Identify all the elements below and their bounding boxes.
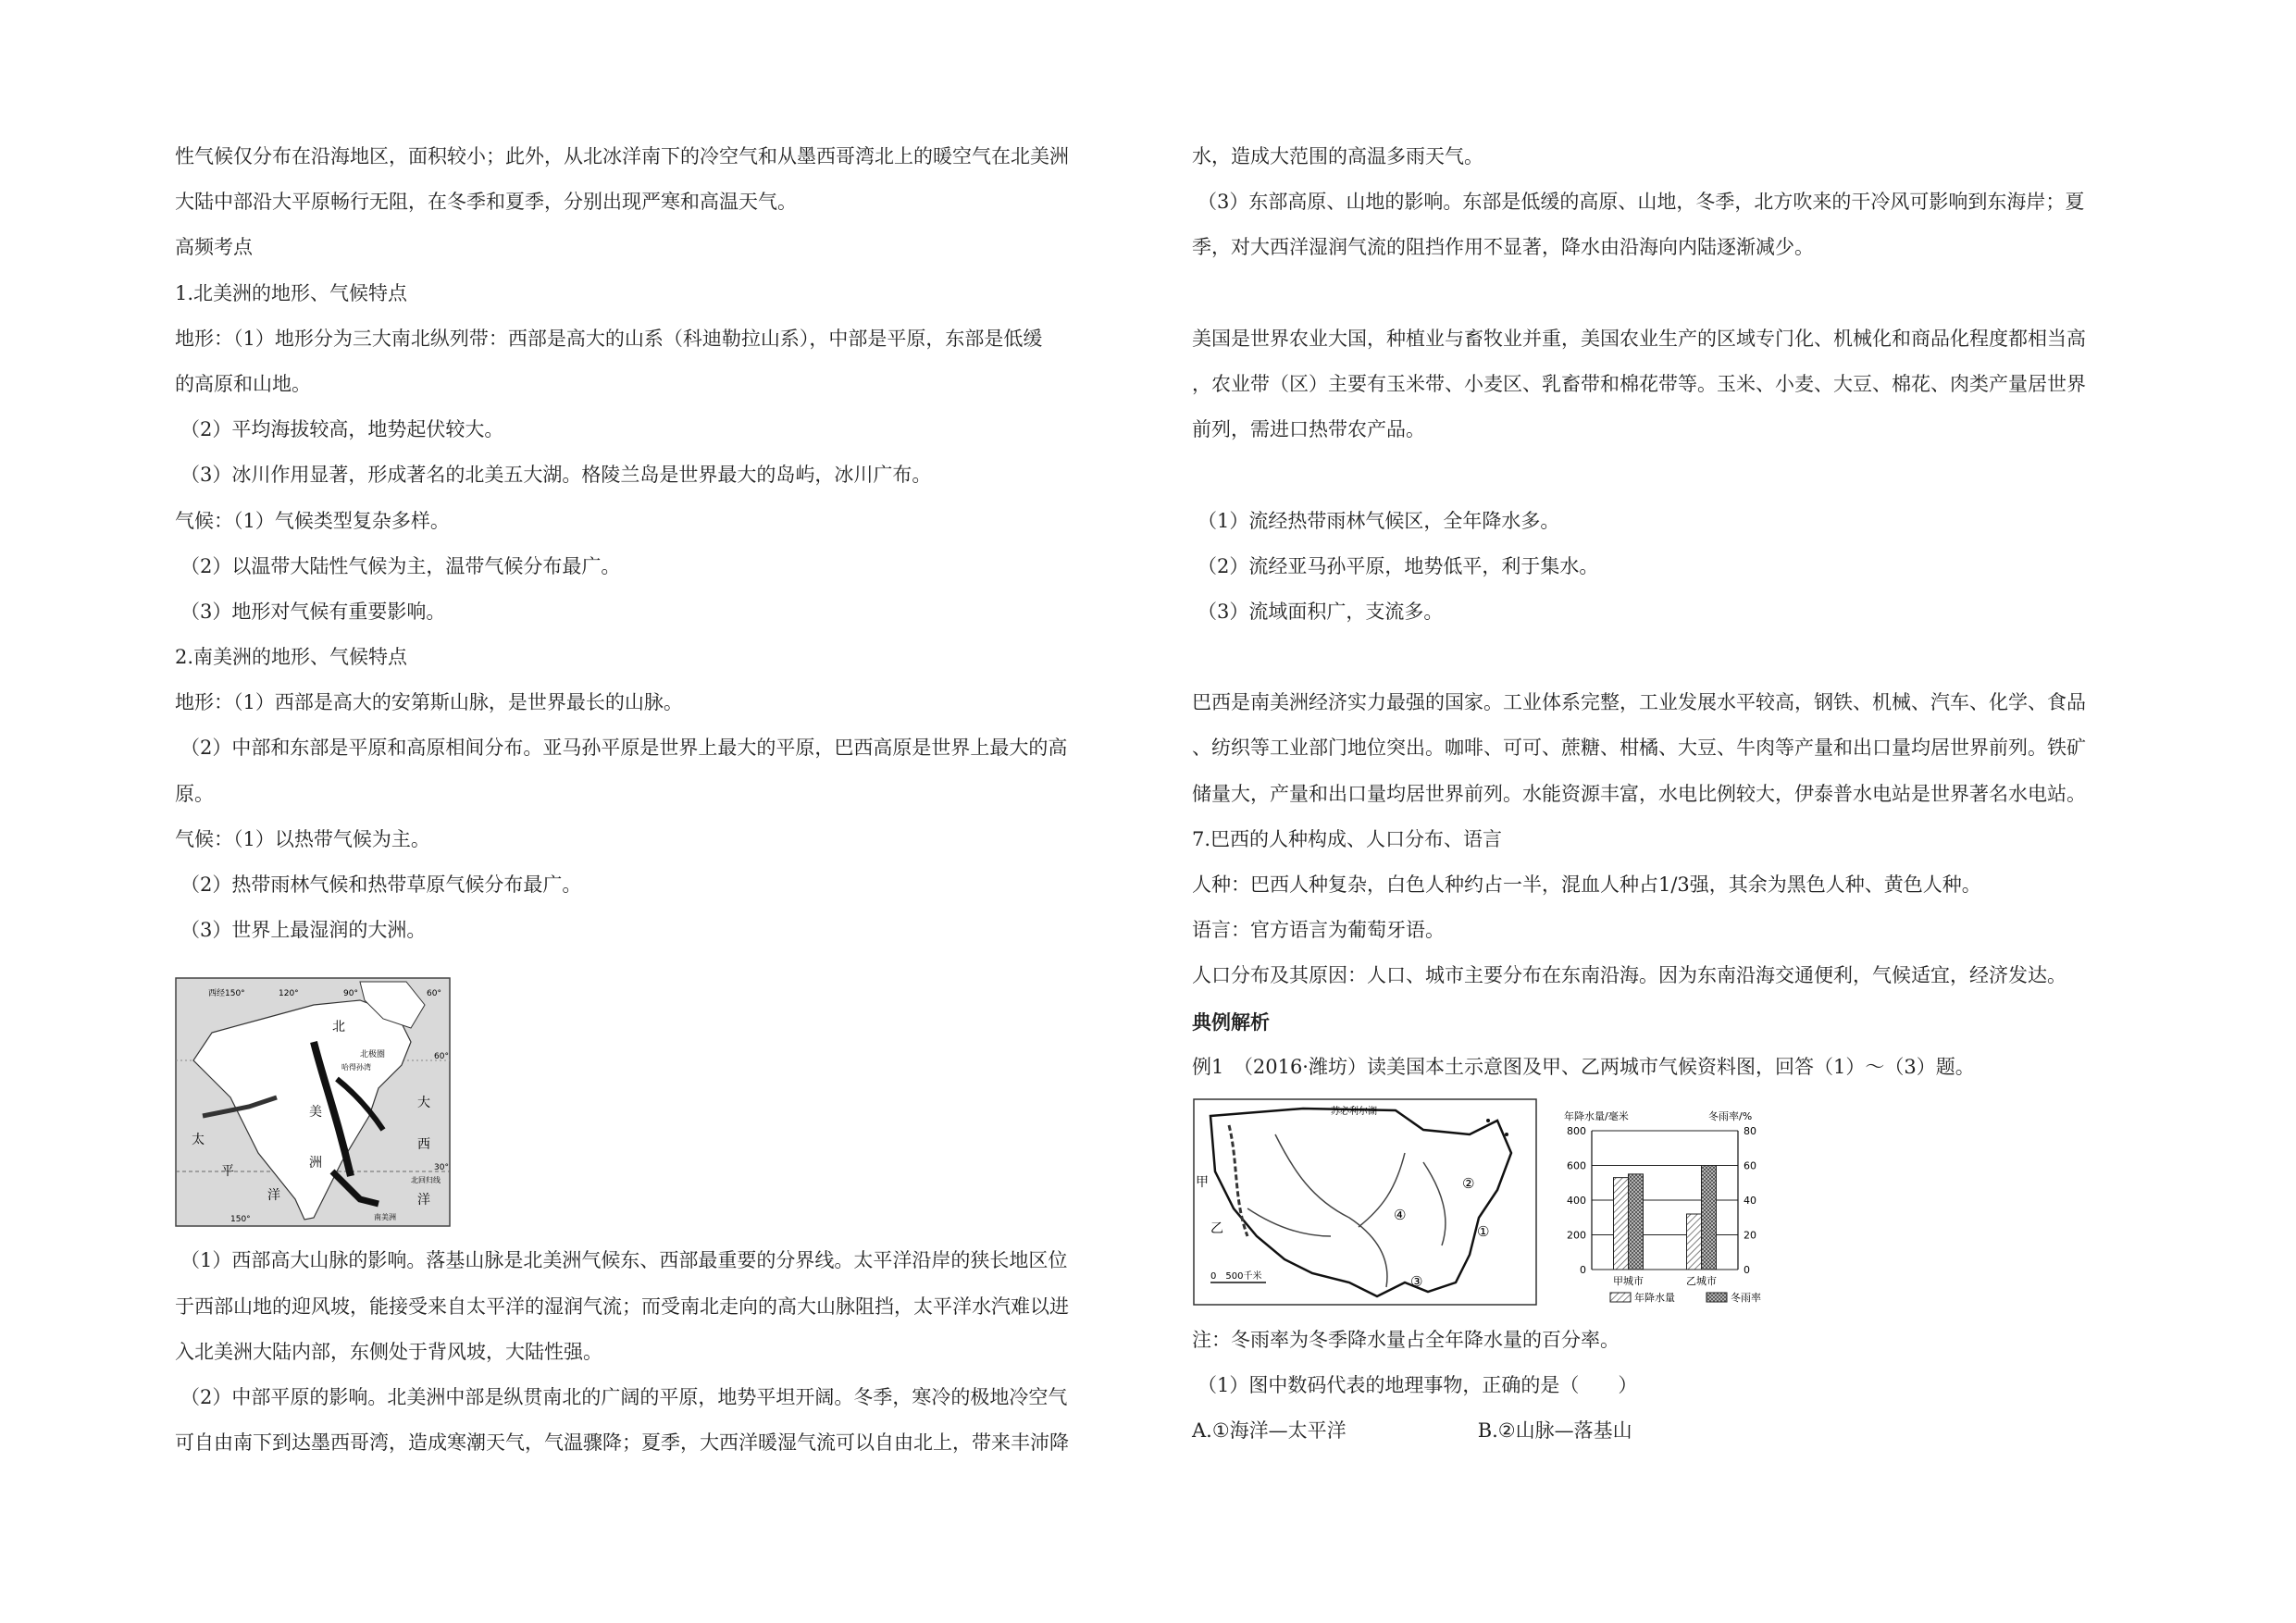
x-tick-label: 甲城市: [1613, 1274, 1644, 1287]
heading-south-america: 2.南美洲的地形、气候特点: [175, 646, 408, 669]
label-n3: ③: [1410, 1272, 1423, 1290]
x-tick-label: 乙城市: [1686, 1274, 1717, 1287]
label-n2: ②: [1462, 1174, 1475, 1192]
map-dot: [1505, 1133, 1508, 1136]
north-america-map: [175, 977, 451, 1227]
label-superior: 苏必利尔湖: [1331, 1106, 1377, 1117]
bar-年降水量: [1614, 1178, 1629, 1270]
text-line: 地形：（1）西部是高大的安第斯山脉，是世界最长的山脉。: [175, 691, 683, 714]
label-lon-120: 120°: [279, 989, 299, 999]
text-line: 气候：（1）气候类型复杂多样。: [175, 509, 450, 532]
y-tick-label: 0: [1580, 1263, 1586, 1276]
text-line: 入北美洲大陆内部，东侧处于背风坡，大陆性强。: [175, 1340, 602, 1363]
y-tick-label-right: 80: [1744, 1124, 1756, 1137]
options: [1192, 1408, 2164, 1454]
text-line: 季，对大西洋湿润气流的阻挡作用不显著，降水由沿海向内陆逐渐减少。: [1192, 236, 1814, 259]
example-figure: [1192, 1097, 2099, 1308]
text-line: （2）流经亚马孙平原，地势低平，利于集水。: [1198, 554, 1599, 577]
text-line: 储量大，产量和出口量均居世界前列。水能资源丰富，水电比例较大，伊泰普水电站是世界著名水电站。: [1192, 782, 2086, 805]
label-scale: 0 500千米: [1210, 1270, 1262, 1282]
label-south-america: 南美洲: [374, 1213, 396, 1222]
text-line: 、纺织等工业部门地位突出。咖啡、可可、蔗糖、柑橘、大豆、牛肉等产量和出口量均居世界前列。铁矿: [1192, 737, 2086, 760]
text-line: 语言：官方语言为葡萄牙语。: [1192, 919, 1445, 942]
y-tick-label-right: 20: [1744, 1229, 1756, 1242]
label-lon-60: 60°: [427, 989, 441, 999]
text-line: 人种：巴西人种复杂，白色人种约占一半，混血人种占1/3强，其余为黑色人种、黄色人种。: [1192, 873, 1981, 896]
label-tai: 太: [192, 1133, 205, 1148]
y-tick-label-right: 60: [1744, 1159, 1756, 1172]
text-line: （1）西部高大山脉的影响。落基山脉是北美洲气候东、西部最重要的分界线。太平洋沿岸的狭长地区位: [180, 1249, 1068, 1272]
note: 注：冬雨率为冬季降水量占全年降水量的百分率。: [1192, 1328, 1620, 1351]
label-lon-90: 90°: [343, 989, 358, 999]
text-line: 性气候仅分布在沿海地区，面积较小；此外，从北冰洋南下的冷空气和从墨西哥湾北上的暖空气在北美洲: [175, 145, 1069, 167]
spacer: [1192, 452, 2164, 498]
text-line: 可自由南下到达墨西哥湾，造成寒潮天气，气温骤降；夏季，大西洋暖湿气流可以自由北上，带来丰沛降: [175, 1431, 1069, 1455]
label-mei: 美: [309, 1105, 322, 1121]
map-dot: [1486, 1119, 1490, 1122]
text-line: （3）地形对气候有重要影响。: [180, 600, 446, 623]
label-da: 大: [417, 1096, 430, 1111]
text-line: （2）中部平原的影响。北美洲中部是纵贯南北的广阔的平原，地势平坦开阔。冬季，寒冷的极地冷空气: [180, 1385, 1068, 1408]
right-column: [1192, 134, 2164, 1455]
text-line: 美国是世界农业大国，种植业与畜牧业并重，美国农业生产的区域专门化、机械化和商品化程度都相当高: [1192, 327, 2086, 350]
label-yang: 洋: [267, 1188, 280, 1204]
example-figure-svg: [1192, 1097, 2099, 1308]
y-tick-label: 800: [1567, 1124, 1586, 1137]
text-line: （2）平均海拔较高，地势起伏较大。: [180, 418, 504, 441]
north-america-map-svg: [175, 977, 451, 1227]
text-line: （3）世界上最湿润的大洲。: [180, 919, 427, 942]
label-north: 北: [332, 1020, 345, 1035]
legend-label: 冬雨率: [1731, 1291, 1761, 1304]
left-column: [175, 134, 1128, 1466]
text-line: （3）流域面积广，支流多。: [1198, 600, 1444, 623]
option-a[interactable]: A.①海洋—太平洋: [1192, 1419, 1347, 1443]
text-line: 气候：（1）以热带气候为主。: [175, 827, 430, 850]
question: （1）图中数码代表的地理事物，正确的是（ ）: [1198, 1374, 1638, 1397]
legend-swatch: [1610, 1293, 1631, 1302]
text-line: 水，造成大范围的高温多雨天气。: [1192, 145, 1483, 167]
label-ping: 平: [221, 1164, 234, 1180]
label-n4: ④: [1394, 1206, 1407, 1223]
y-tick-label: 200: [1567, 1229, 1586, 1242]
bar-冬雨率: [1702, 1165, 1717, 1270]
text-line: 于西部山地的迎风坡，能接受来自太平洋的湿润气流；而受南北走向的高大山脉阻挡，太平洋水汽难以进: [175, 1295, 1069, 1318]
text-line: 的高原和山地。: [175, 372, 311, 395]
usa-map: [1194, 1099, 1536, 1305]
legend-swatch: [1706, 1293, 1727, 1302]
text-line: （2）以温带大陆性气候为主，温带气候分布最广。: [180, 554, 621, 577]
text-line: （2）中部和东部是平原和高原相间分布。亚马孙平原是世界上最大的平原，巴西高原是世界上最大的高: [180, 737, 1068, 760]
label-lat-60: 60°: [434, 1052, 449, 1062]
example-heading: 典例解析: [1192, 1010, 1270, 1034]
legend-label: 年降水量: [1634, 1291, 1675, 1304]
text-line: 巴西是南美洲经济实力最强的国家。工业体系完整，工业发展水平较高，钢铁、机械、汽车、化学、食品: [1192, 691, 2086, 714]
text-line: 人口分布及其原因：人口、城市主要分布在东南沿海。因为东南沿海交通便利，气候适宜，经济发达。: [1192, 964, 2066, 987]
bar-年降水量: [1687, 1214, 1702, 1270]
y-axis-label: 年降水量/毫米: [1564, 1109, 1629, 1122]
text-line: （2）热带雨林气候和热带草原气候分布最广。: [180, 873, 582, 896]
heading-brazil: 7.巴西的人种构成、人口分布、语言: [1192, 827, 1503, 850]
heading-north-america: 1.北美洲的地形、气候特点: [175, 281, 408, 304]
climate-chart: [1564, 1109, 1761, 1304]
label-yi: 乙: [1210, 1220, 1223, 1236]
label-xi: 西: [417, 1137, 430, 1153]
label-lon-150w: 西经150°: [208, 989, 245, 999]
y-tick-label-right: 0: [1744, 1263, 1750, 1276]
label-arctic: 北极圈: [360, 1050, 386, 1060]
bar-冬雨率: [1629, 1174, 1644, 1270]
label-lon-150: 150°: [230, 1215, 251, 1225]
option-b[interactable]: B.②山脉—落基山: [1477, 1419, 1632, 1443]
text-line: ，农业带（区）主要有玉米带、小麦区、乳畜带和棉花带等。玉米、小麦、大豆、棉花、肉类产量居世界: [1192, 372, 2086, 395]
spacer: [1192, 271, 2164, 316]
spacer: [1192, 635, 2164, 680]
label-n1: ①: [1477, 1222, 1490, 1240]
example-intro: 例1 （2016·潍坊）读美国本土示意图及甲、乙两城市气候资料图，回答（1）～（3）题。: [1192, 1055, 1975, 1078]
text-line: 原。: [175, 782, 214, 805]
text-line: 前列，需进口热带农产品。: [1192, 418, 1425, 441]
text-line: （1）流经热带雨林气候区，全年降水多。: [1198, 509, 1560, 532]
y-axis-label-right: 冬雨率/%: [1708, 1109, 1753, 1122]
y-tick-label-right: 40: [1744, 1194, 1756, 1207]
label-yang2: 洋: [417, 1193, 430, 1208]
label-zhou: 洲: [309, 1156, 322, 1171]
label-cancer: 北回归线: [411, 1176, 441, 1185]
label-hudson: 哈得孙湾: [341, 1063, 371, 1072]
text-line: 地形：（1）地形分为三大南北纵列带：西部是高大的山系（科迪勒拉山系），中部是平原，东部是低缓: [175, 327, 1043, 350]
section-title: 高频考点: [175, 236, 253, 259]
y-tick-label: 400: [1567, 1194, 1586, 1207]
text-line: 大陆中部沿大平原畅行无阻，在冬季和夏季，分别出现严寒和高温天气。: [175, 191, 797, 214]
text-line: （3）东部高原、山地的影响。东部是低缓的高原、山地，冬季，北方吹来的干冷风可影响到东海岸；夏: [1198, 191, 2085, 214]
y-tick-label: 600: [1567, 1159, 1586, 1172]
label-jia: 甲: [1196, 1174, 1209, 1190]
text-line: （3）冰川作用显著，形成著名的北美五大湖。格陵兰岛是世界最大的岛屿，冰川广布。: [180, 464, 932, 487]
label-lat-30: 30°: [434, 1163, 449, 1173]
